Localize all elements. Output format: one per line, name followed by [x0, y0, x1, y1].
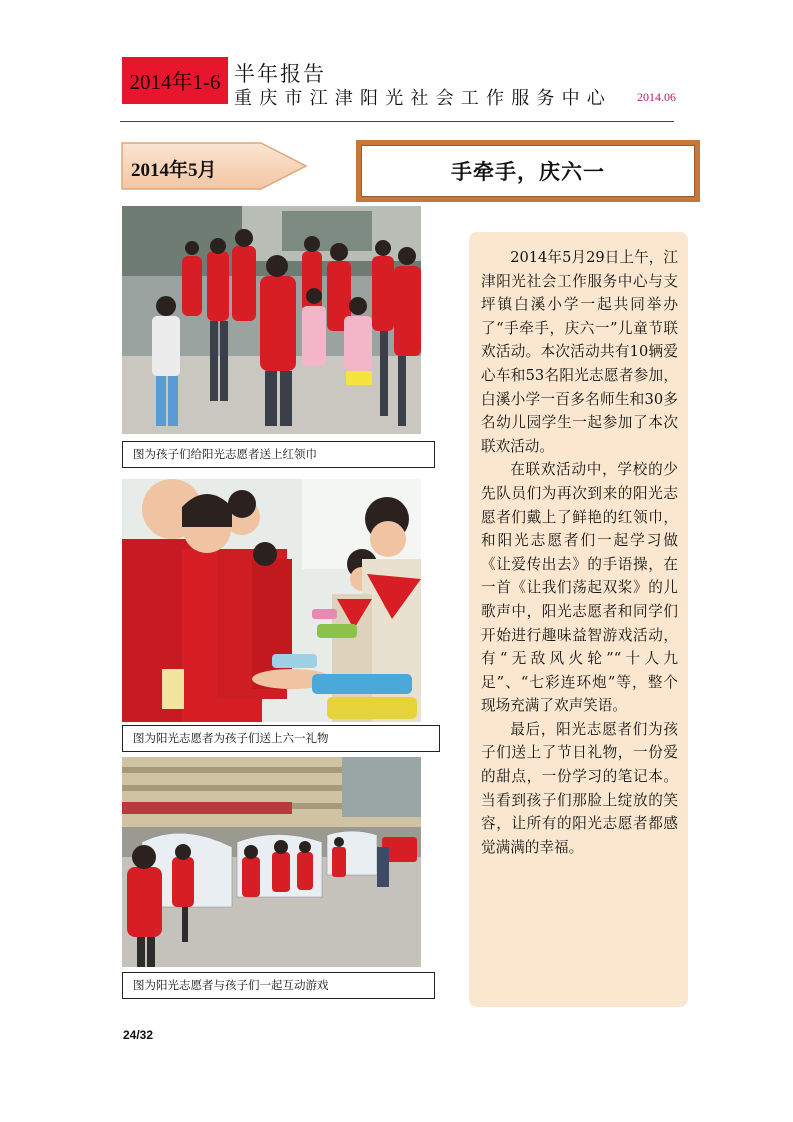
- page-number: 24/32: [123, 1028, 154, 1042]
- report-period-badge: 2014年1-6: [122, 57, 228, 104]
- report-date: 2014.06: [637, 90, 676, 104]
- article-text-panel: [469, 232, 688, 1007]
- photo-caption: 图为孩子们给阳光志愿者送上红领巾: [122, 441, 435, 468]
- photo-group-game: [122, 757, 421, 967]
- photo-scarf-ceremony: [122, 206, 421, 434]
- photo-gift-giving: [122, 479, 421, 722]
- article-paragraph: 2014年5月29日上午，江津阳光社会工作服务中心与支坪镇白溪小学一起共同举办了“手牵手，庆六一”儿童节联欢活动。本次活动共有10辆爱心车和53名阳光志愿者参加，白溪小学一百多名师生和30多名幼儿园学生一起参加了本次联欢活动。: [481, 249, 678, 455]
- article-paragraph: 最后，阳光志愿者们为孩子们送上了节日礼物，一份爱的甜点，一份学习的笔记本。当看到孩子们那脸上绽放的笑容，让所有的阳光志愿者都感觉满满的幸福。: [481, 720, 678, 856]
- report-title: 半年报告: [234, 62, 326, 86]
- section-title-frame: [356, 140, 700, 202]
- organization-name: 重庆市江津阳光社会工作服务中心: [234, 88, 612, 109]
- photo-caption: 图为阳光志愿者与孩子们一起互动游戏: [122, 972, 435, 999]
- section-title: 手牵手，庆六一: [361, 145, 695, 197]
- photo-caption: 图为阳光志愿者为孩子们送上六一礼物: [122, 725, 440, 752]
- header-divider: [120, 121, 674, 122]
- month-label: 2014年5月: [131, 160, 217, 181]
- article-paragraph: 在联欢活动中，学校的少先队员们为再次到来的阳光志愿者们戴上了鲜艳的红领巾，和阳光志愿者们一起学习做《让爱传出去》的手语操，在一首《让我们荡起双桨》的儿歌声中，阳光志愿者和同学们开始进行趣味益智游戏活动，有“无敌风火轮”“十人九足”、“七彩连环炮”等，整个现场充满了欢声笑语。: [481, 461, 678, 715]
